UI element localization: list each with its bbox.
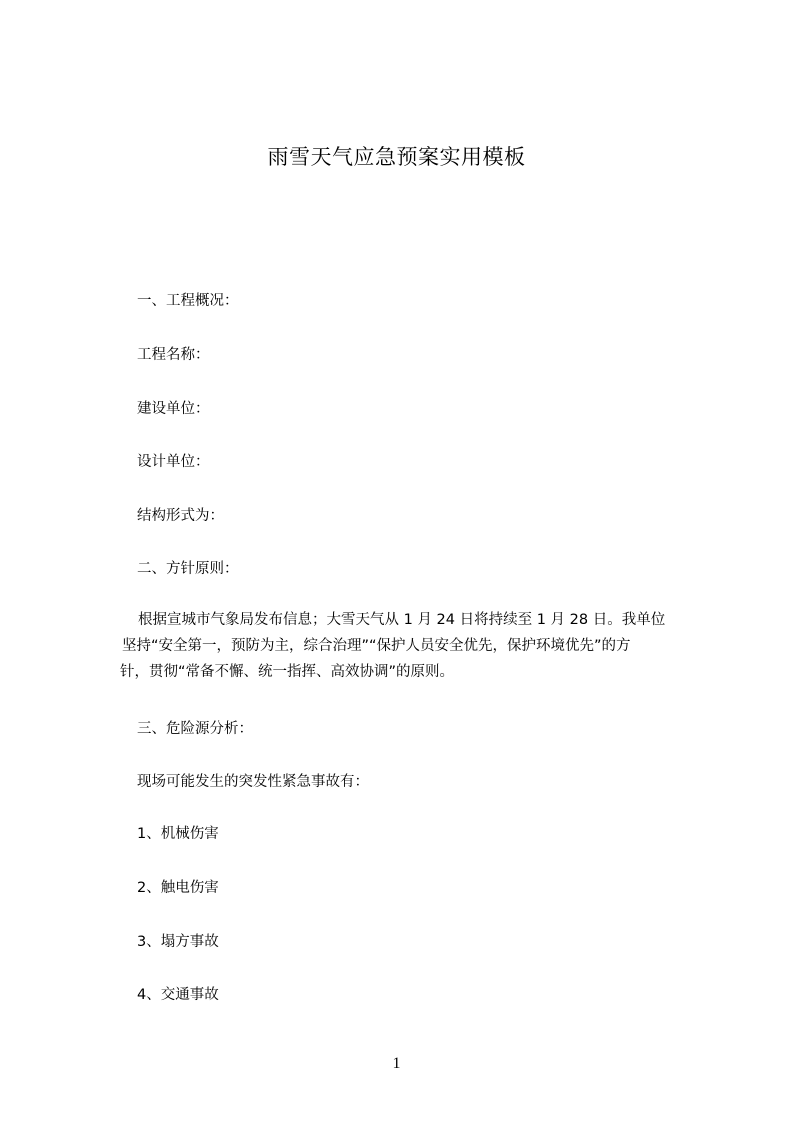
paragraph-line: 针，贯彻“常备不懈、统一指挥、高效协调”的原则。 bbox=[120, 664, 455, 680]
field-project-name: 工程名称： bbox=[137, 347, 210, 363]
hazard-item: 1、机械伤害 bbox=[137, 826, 219, 842]
section-heading-hazard-analysis: 三、危险源分析： bbox=[137, 721, 253, 737]
hazard-intro: 现场可能发生的突发性紧急事故有： bbox=[137, 774, 369, 790]
page-number: 1 bbox=[392, 1055, 401, 1072]
paragraph-line: 根据宣城市气象局发布信息；大雪天气从 1 月 24 日将持续至 1 月 28 日。我单位 bbox=[138, 612, 666, 628]
field-design-unit: 设计单位： bbox=[137, 454, 210, 470]
section-heading-principles: 二、方针原则： bbox=[137, 561, 239, 577]
field-construction-unit: 建设单位： bbox=[137, 401, 210, 417]
principles-paragraph bbox=[120, 607, 705, 685]
hazard-item: 3、塌方事故 bbox=[137, 934, 219, 950]
paragraph-line: 坚持“安全第一，预防为主，综合治理”“保护人员安全优先，保护环境优先”的方 bbox=[122, 638, 631, 654]
document-title: 雨雪天气应急预案实用模板 bbox=[267, 145, 526, 169]
hazard-item: 2、触电伤害 bbox=[137, 880, 219, 896]
field-structure-form: 结构形式为： bbox=[137, 508, 224, 524]
section-heading-project-overview: 一、工程概况： bbox=[137, 293, 239, 309]
hazard-item: 4、交通事故 bbox=[137, 987, 219, 1003]
